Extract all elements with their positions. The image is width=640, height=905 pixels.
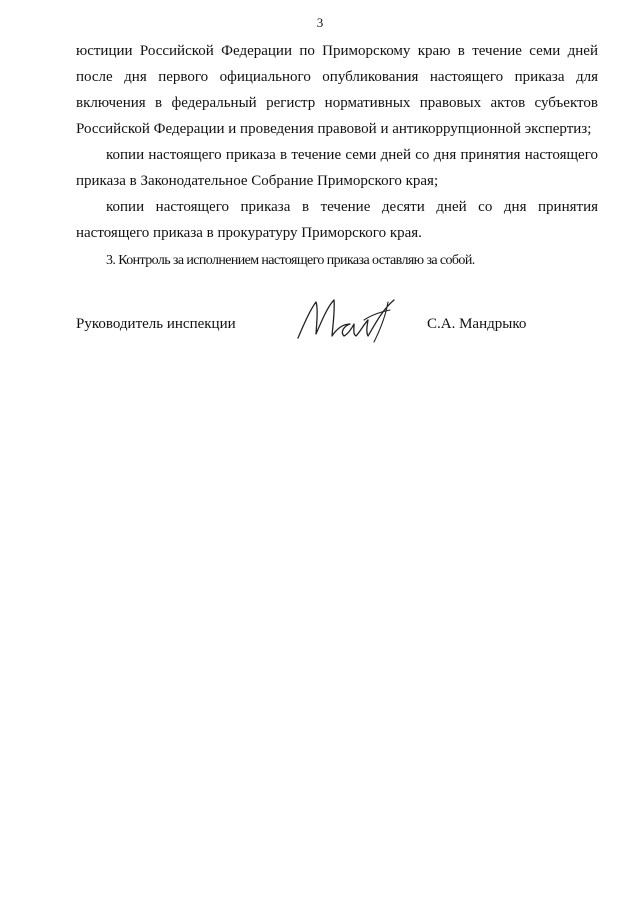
handwritten-signature	[290, 290, 410, 350]
paragraph-control-clause: 3. Контроль за исполнением настоящего приказа оставляю за собой.	[106, 253, 475, 268]
signatory-position: Руководитель инспекции	[76, 316, 236, 332]
page-number: 3	[316, 15, 324, 30]
signature-block	[76, 290, 598, 360]
paragraph-continuation: юстиции Российской Федерации по Приморскому краю в течение семи дней после дня первого официального опубликования настоящего приказа для включения в федеральный регистр нормативных правовых актов субъектов Российской Федерации и проведения правовой и антикоррупционной экспертиз;	[76, 43, 598, 137]
signatory-name: С.А. Мандрыко	[427, 316, 527, 332]
paragraph-copies-prosecutor: копии настоящего приказа в течение десяти дней со дня принятия настоящего приказа в прокуратуру Приморского края.	[76, 199, 598, 241]
document-body	[76, 38, 598, 274]
paragraph-copies-legislative-assembly: копии настоящего приказа в течение семи дней со дня принятия настоящего приказа в Законодательное Собрание Приморского края;	[76, 147, 598, 189]
